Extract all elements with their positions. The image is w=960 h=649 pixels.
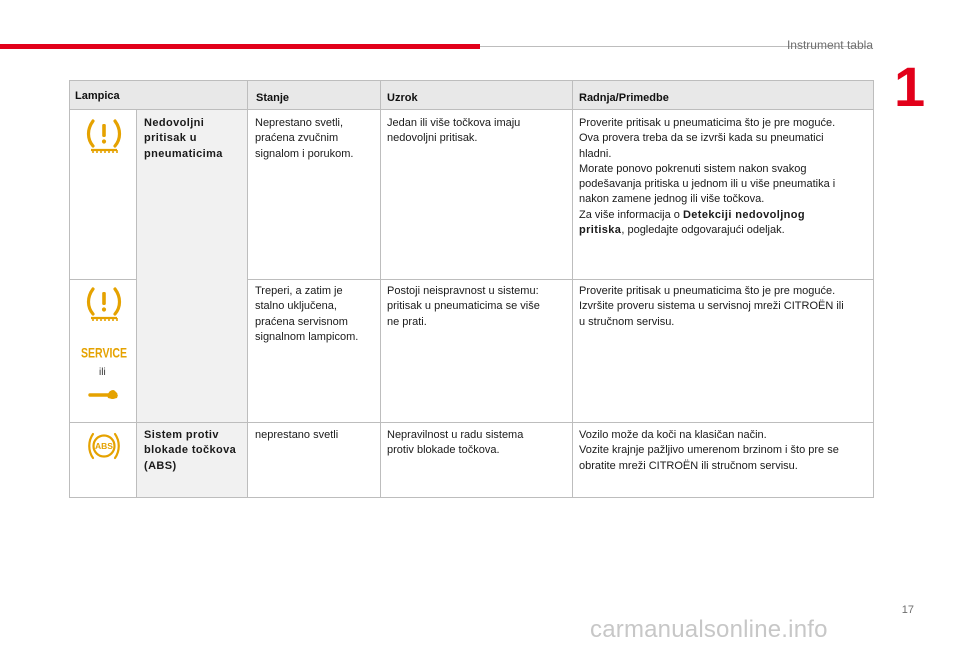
section-title: Instrument tabla (786, 38, 873, 52)
column-divider (572, 81, 573, 497)
lamp-state: Neprestano svetli, praćena zvučnim signalom i porukom. (255, 117, 354, 160)
row-divider (70, 279, 136, 280)
lamp-name: Sistem protiv blokade točkova (ABS) (144, 429, 237, 472)
column-divider (136, 110, 137, 497)
column-header-lampica: Lampica (75, 90, 120, 102)
column-header-stanje: Stanje (256, 92, 290, 104)
chapter-number: 1 (894, 55, 926, 118)
lamp-cause: Postoji neispravnost u sistemu: pritisak u pneumaticima se više ne prati. (387, 285, 540, 328)
header-red-bar (0, 44, 480, 49)
abs-warning-icon (87, 430, 121, 462)
row-divider (70, 422, 873, 423)
column-header-radnja: Radnja/Primedbe (579, 92, 669, 104)
page-number: 17 (901, 604, 914, 616)
or-label: ili (99, 367, 106, 378)
lamp-name: Nedovoljni pritisak u pneumaticima (144, 117, 223, 160)
lamp-action: Vozilo može da koči na klasičan način. Vozite krajnje pažljivo umerenom brzinom i što pre se obratite mreži CITROËN ili stručnom servisu. (579, 429, 839, 472)
watermark: carmanualsonline.info (590, 616, 828, 643)
lamp-action: Proverite pritisak u pneumaticima što je pre moguće. Izvršite proveru sistema u servisnoj mreži CITROËN ili u stručnom servisu. (579, 285, 844, 328)
svg-text:ABS: ABS (95, 441, 113, 452)
cross-reference: Detekciji nedovoljnog (682, 208, 806, 221)
column-divider (380, 81, 381, 497)
lamp-state: Treperi, a zatim je stalno uključena, praćena servisnom signalnom lampicom. (255, 285, 359, 343)
warning-lamps-table (69, 80, 874, 498)
tyre-pressure-warning-icon (84, 283, 124, 323)
tyre-pressure-warning-icon (84, 115, 124, 155)
lamp-action: Proverite pritisak u pneumaticima što je pre moguće. Ova provera treba da se izvrši kada su pneumatici hladni. Morate ponovo pokrenuti sistem nakon svakog podešavanja pritiska u jednom ili u više pneumatika i nakon zamene jednog ili više točkova. Za više informacija o Detekciji nedovoljnog pritiska, pogledajte odgovarajući odeljak. (579, 117, 836, 237)
cross-reference: pritiska (579, 224, 622, 237)
service-warning-icon (80, 344, 128, 360)
table-header (70, 81, 873, 110)
row-divider (247, 279, 873, 280)
column-divider (247, 81, 248, 497)
lamp-cause: Nepravilnost u radu sistema protiv blokade točkova. (387, 429, 524, 457)
column-header-uzrok: Uzrok (387, 92, 418, 104)
lamp-cause: Jedan ili više točkova imaju nedovoljni pritisak. (387, 117, 521, 145)
wrench-icon (89, 387, 119, 401)
svg-text:SERVICE: SERVICE (81, 344, 127, 361)
lamp-state: neprestano svetli (255, 429, 339, 441)
